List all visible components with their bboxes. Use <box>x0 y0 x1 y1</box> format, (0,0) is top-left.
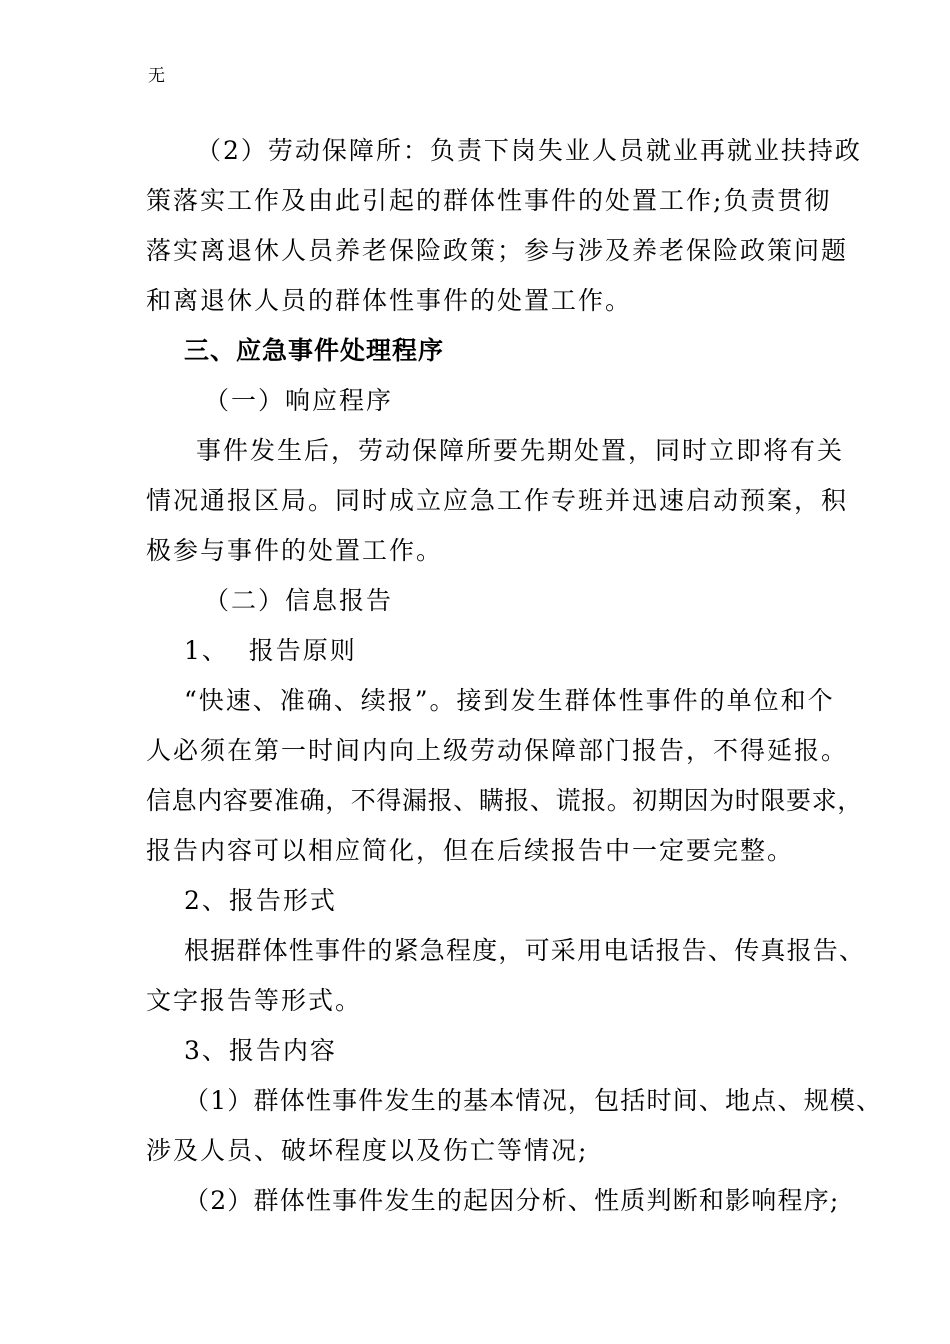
text-line: 事件发生后，劳动保障所要先期处置，同时立即将有关 <box>196 436 845 465</box>
text-line: 信息内容要准确，不得漏报、瞒报、谎报。初期因为时限要求， <box>146 786 863 815</box>
text-line: （2）群体性事件发生的起因分析、性质判断和影响程序; <box>184 1186 840 1215</box>
paragraph-response <box>146 426 849 576</box>
item-heading-principle: 1、 报告原则 <box>184 636 357 665</box>
text-line: 人必须在第一时间内向上级劳动保障部门报告，不得延报。 <box>146 736 849 765</box>
paragraph-labor-office <box>146 126 862 326</box>
text-line: 文字报告等形式。 <box>146 986 363 1015</box>
text-line: （2）劳动保障所：负责下岗失业人员就业再就业扶持政 <box>196 136 862 165</box>
paragraph-content-1 <box>146 1076 883 1176</box>
text-line: 涉及人员、破坏程度以及伤亡等情况; <box>146 1136 589 1165</box>
section-heading: 三、应急事件处理程序 <box>184 336 445 365</box>
paragraph-principle <box>146 676 863 876</box>
text-line: 极参与事件的处置工作。 <box>146 536 444 565</box>
text-line: 策落实工作及由此引起的群体性事件的处置工作;负责贯彻 <box>146 186 832 215</box>
text-line: 情况通报区局。同时成立应急工作专班并迅速启动预案，积 <box>146 486 849 515</box>
paragraph-content-2 <box>146 1176 840 1226</box>
text-line: “快速、准确、续报”。接到发生群体性事件的单位和个 <box>184 686 835 715</box>
paragraph-form <box>146 926 866 1026</box>
text-line: 报告内容可以相应简化，但在后续报告中一定要完整。 <box>146 836 795 865</box>
text-line: （1）群体性事件发生的基本情况，包括时间、地点、规模、 <box>184 1086 883 1115</box>
header-mark: 无 <box>148 66 165 86</box>
subsection-heading-response: （一）响应程序 <box>204 386 394 415</box>
text-line: 和离退休人员的群体性事件的处置工作。 <box>146 286 633 315</box>
text-line: 根据群体性事件的紧急程度，可采用电话报告、传真报告、 <box>184 936 866 965</box>
document-body <box>146 126 883 1226</box>
item-heading-content: 3、报告内容 <box>184 1036 337 1065</box>
item-heading-form: 2、报告形式 <box>184 886 337 915</box>
subsection-heading-report: （二）信息报告 <box>204 586 394 615</box>
text-line: 落实离退休人员养老保险政策；参与涉及养老保险政策问题 <box>146 236 849 265</box>
